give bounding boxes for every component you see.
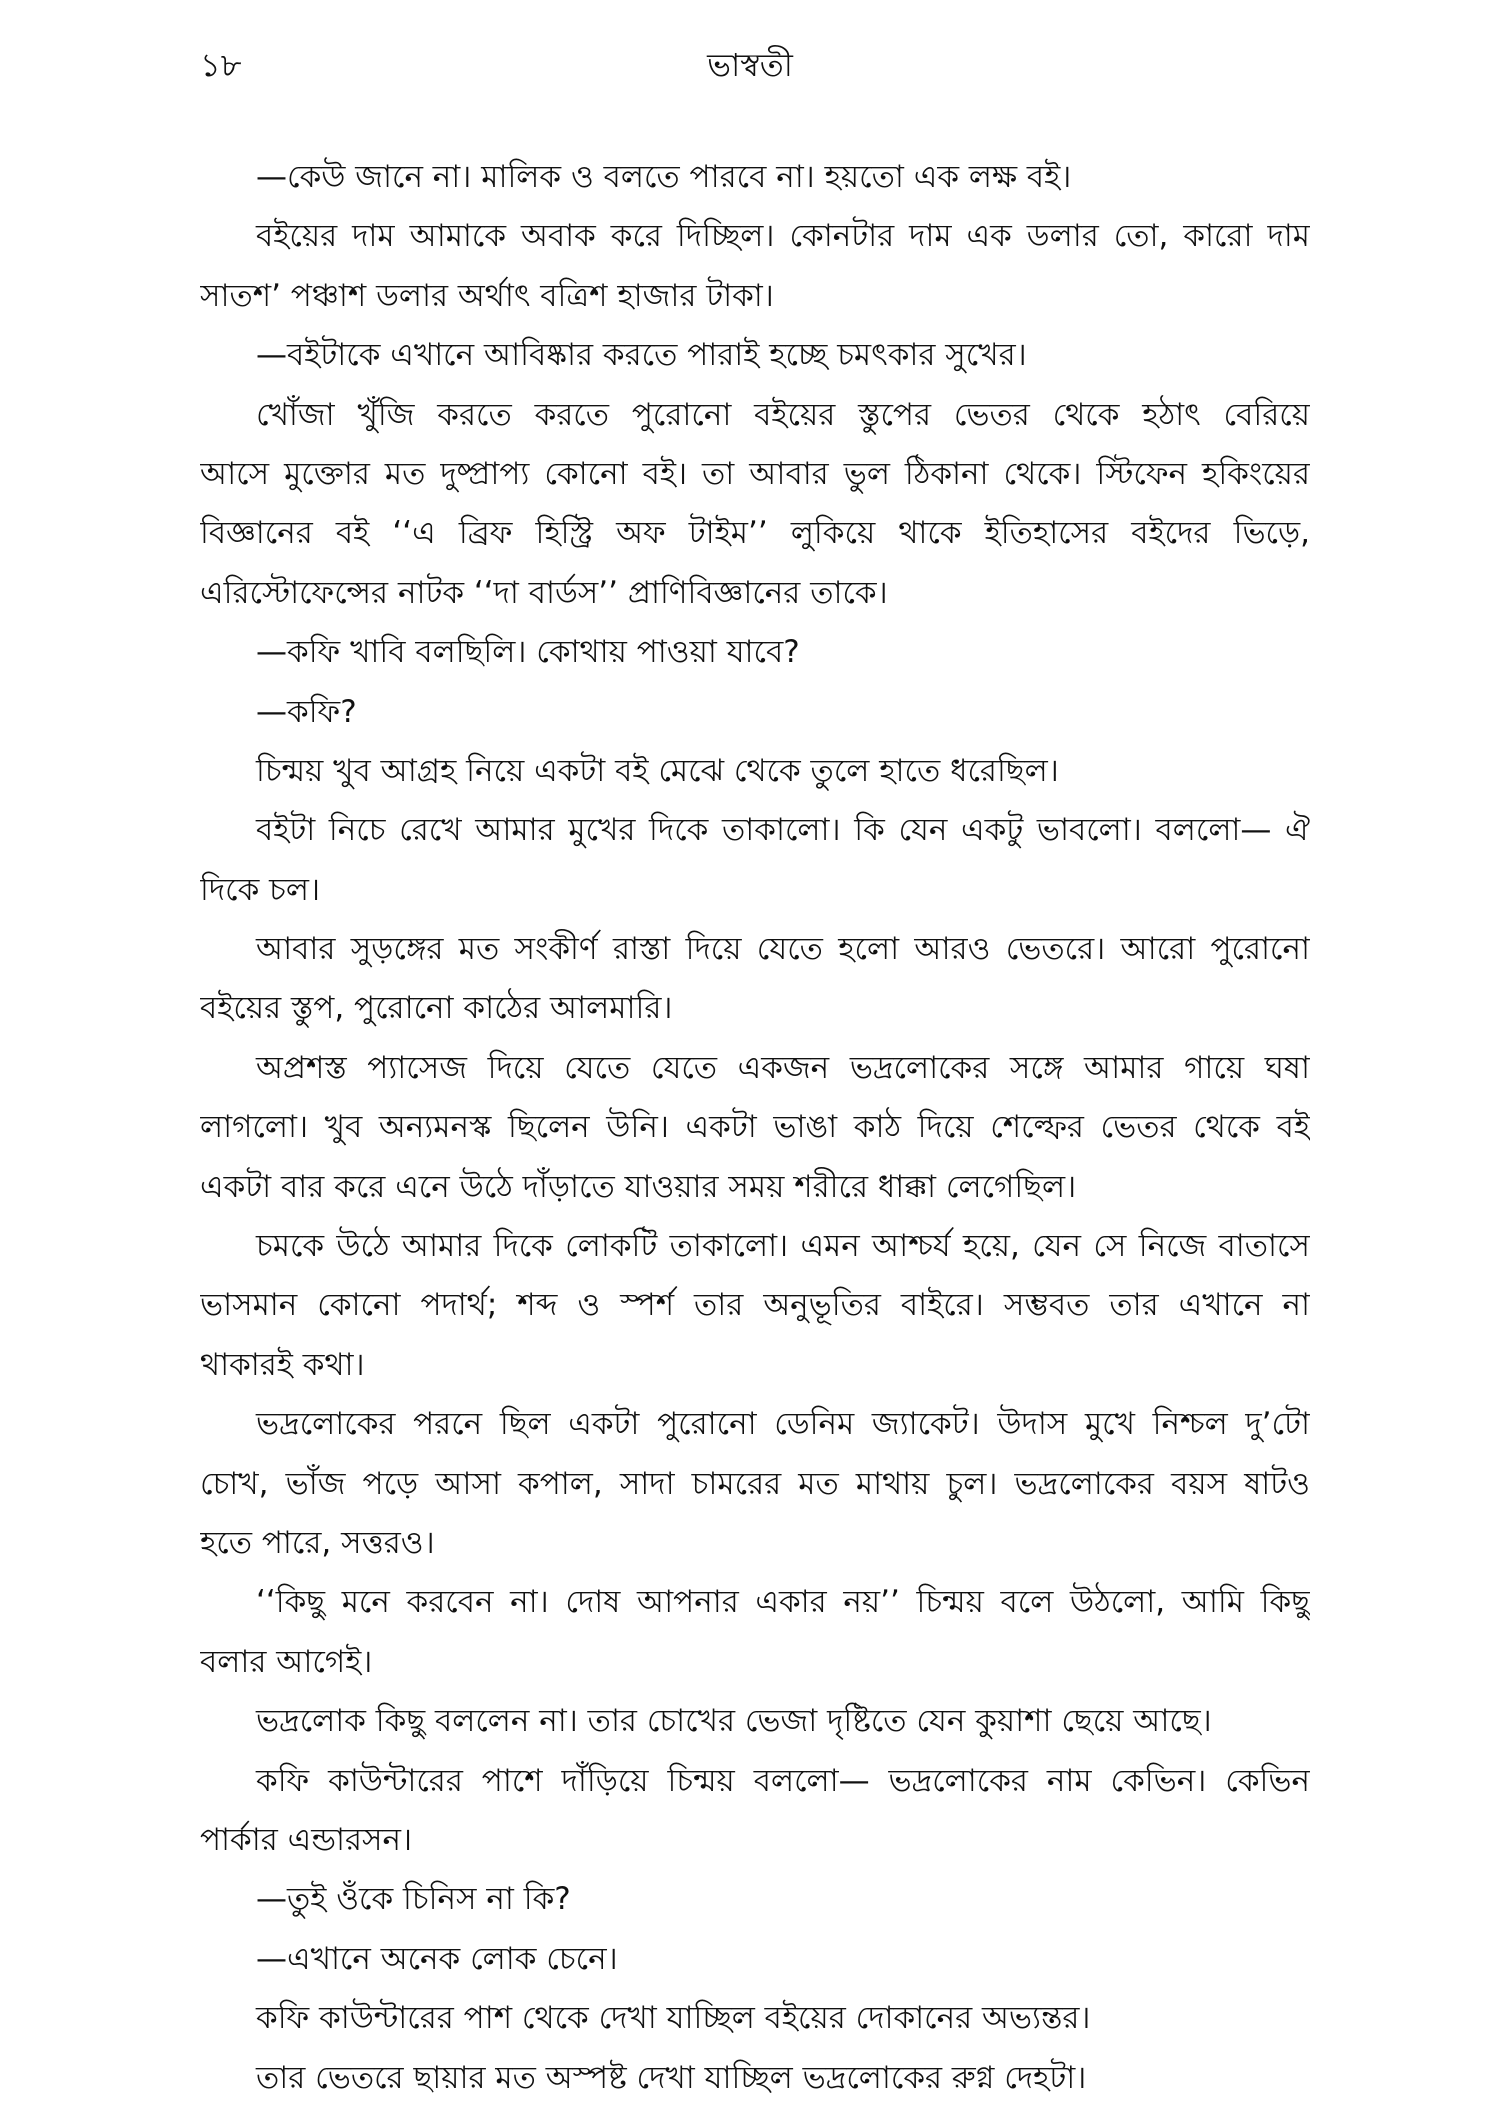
text-line: একটা বার করে এনে উঠে দাঁড়াতে যাওয়ার সময় শরীরে ধাক্কা লেগেছিল। [200,1168,1077,1205]
text-line: —কেউ জানে না। মালিক ও বলতে পারবে না। হয়তো এক লক্ষ বই। [256,159,1072,195]
text-line: আসে মুক্তোর মত দুষ্প্রাপ্য কোনো বই। তা আবার ভুল ঠিকানা থেকে। স্টিফেন হকিংয়ের [200,455,1310,492]
text-line: চোখ, ভাঁজ পড়ে আসা কপাল, সাদা চামরের মত মাথায় চুল। ভদ্রলোকের বয়স ষাটও [200,1465,1310,1502]
text-line: লাগলো। খুব অন্যমনস্ক ছিলেন উনি। একটা ভাঙা কাঠ দিয়ে শেল্ফের ভেতর থেকে বই [200,1109,1310,1146]
text-line: —বইটাকে এখানে আবিষ্কার করতে পারাই হচ্ছে চমৎকার সুখের। [256,337,1027,374]
text-line: বইয়ের স্তুপ, পুরোনো কাঠের আলমারি। [200,990,673,1027]
text-line: পার্কার এন্ডারসন। [200,1821,413,1858]
text-line: ভদ্রলোকের পরনে ছিল একটা পুরোনো ডেনিম জ্যাকেট। উদাস মুখে নিশ্চল দু’টো [256,1406,1310,1443]
text-line: থাকারই কথা। [200,1346,365,1383]
text-line: তার ভেতরে ছায়ার মত অস্পষ্ট দেখা যাচ্ছিল ভদ্রলোকের রুগ্ন দেহটা। [256,2059,1087,2096]
text-line: বইটা নিচে রেখে আমার মুখের দিকে তাকালো। কি যেন একটু ভাবলো। বললো— ঐ [256,812,1310,849]
text-line: আবার সুড়ঙ্গের মত সংকীর্ণ রাস্তা দিয়ে যেতে হলো আরও ভেতরে। আরো পুরোনো [256,931,1310,968]
text-line: ‘‘কিছু মনে করবেন না। দোষ আপনার একার নয়’’ চিন্ময় বলে উঠলো, আমি কিছু [256,1584,1310,1621]
text-line: বইয়ের দাম আমাকে অবাক করে দিচ্ছিল। কোনটার দাম এক ডলার তো, কারো দাম [256,218,1310,255]
text-line: —কফি? [256,693,357,730]
text-line: চিন্ময় খুব আগ্রহ নিয়ে একটা বই মেঝে থেকে তুলে হাতে ধরেছিল। [256,752,1059,789]
text-line: —এখানে অনেক লোক চেনে। [256,1940,618,1977]
text-line: খোঁজা খুঁজি করতে করতে পুরোনো বইয়ের স্তুপের ভেতর থেকে হঠাৎ বেরিয়ে [256,396,1310,433]
text-line: এরিস্টোফেন্সের নাটক ‘‘দা বার্ডস’’ প্রাণিবিজ্ঞানের তাকে। [200,574,888,611]
text-line: অপ্রশস্ত প্যাসেজ দিয়ে যেতে যেতে একজন ভদ্রলোকের সঙ্গে আমার গায়ে ঘষা [256,1049,1310,1086]
text-line: ভাসমান কোনো পদার্থ; শব্দ ও স্পর্শ তার অনুভূতির বাইরে। সম্ভবত তার এখানে না [200,1287,1310,1324]
text-line: —তুই ওঁকে চিনিস না কি? [256,1881,571,1918]
page-header [160,36,1340,86]
text-line: বলার আগেই। [200,1643,373,1680]
text-line: দিকে চল। [200,871,321,908]
page-number: ১৮ [200,46,242,84]
text-line: কফি কাউন্টারের পাশে দাঁড়িয়ে চিন্ময় বললো— ভদ্রলোকের নাম কেভিন। কেভিন [256,1762,1310,1799]
text-line: কফি কাউন্টারের পাশ থেকে দেখা যাচ্ছিল বইয়ের দোকানের অভ্যন্তর। [256,2000,1091,2037]
text-line: সাতশ’ পঞ্চাশ ডলার অর্থাৎ বত্রিশ হাজার টাকা। [200,277,774,314]
text-line: —কফি খাবি বলছিলি। কোথায় পাওয়া যাবে? [256,634,800,671]
text-line: হতে পারে, সত্তরও। [200,1524,435,1561]
text-line: ভদ্রলোক কিছু বললেন না। তার চোখের ভেজা দৃষ্টিতে যেন কুয়াশা ছেয়ে আছে। [256,1703,1212,1740]
text-line: চমকে উঠে আমার দিকে লোকটি তাকালো। এমন আশ্চর্য হয়ে, যেন সে নিজে বাতাসে [256,1228,1310,1265]
body-text [200,148,1310,2108]
text-line: বিজ্ঞানের বই ‘‘এ ব্রিফ হিস্ট্রি অফ টাইম’’ লুকিয়ে থাকে ইতিহাসের বইদের ভিড়ে, [200,515,1310,552]
running-title: ভাস্বতী [707,46,793,84]
